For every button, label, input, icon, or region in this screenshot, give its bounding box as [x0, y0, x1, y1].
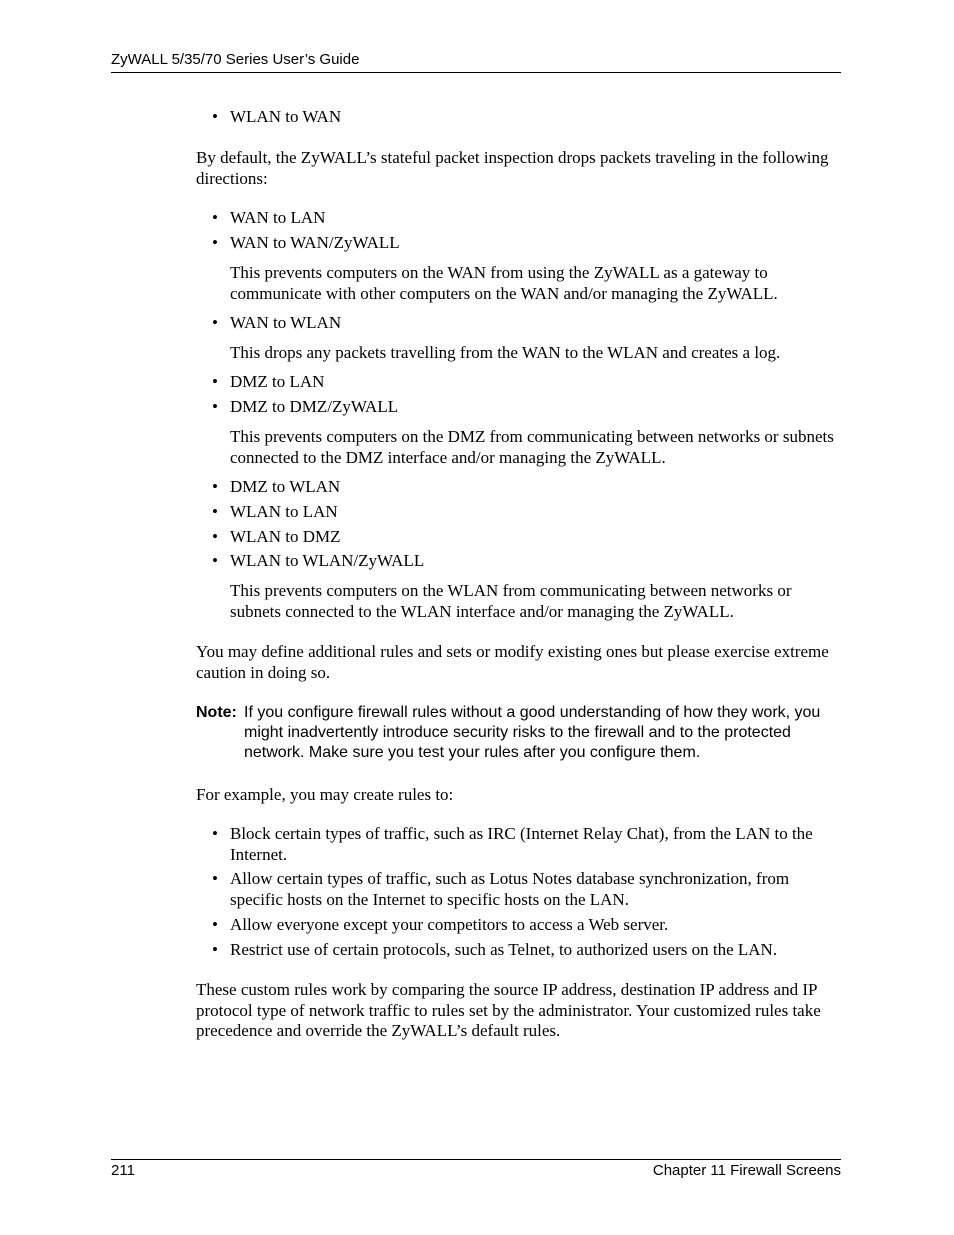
paragraph-additional-rules: You may define additional rules and sets or modify existing ones but please exercise extreme caution in doing so. — [196, 642, 829, 682]
bullet: • — [212, 107, 218, 126]
bullet: • — [212, 502, 218, 521]
bullet: • — [212, 372, 218, 391]
bullet: • — [212, 915, 218, 934]
item-description: This drops any packets travelling from the WAN to the WLAN and creates a log. — [230, 343, 781, 362]
bullet: • — [212, 397, 218, 416]
footer-rule — [111, 1159, 841, 1160]
note-label: Note: — [196, 704, 237, 721]
item-description: This prevents computers on the WLAN from communicating between networks or subnets connected to the WLAN interface and/or managing the ZyWALL. — [230, 581, 792, 621]
paragraph-custom-rules: These custom rules work by comparing the source IP address, destination IP address and IP protocol type of network traffic to rules set by the administrator. Your customized rules take precedence and override the ZyWALL’s default rules. — [196, 980, 821, 1040]
item-description: This prevents computers on the DMZ from communicating between networks or subnets connected to the DMZ interface and/or managing the ZyWALL. — [230, 427, 834, 467]
chapter-title: Chapter 11 Firewall Screens — [652, 1162, 841, 1179]
item-description: This prevents computers on the WAN from using the ZyWALL as a gateway to communicate with other computers on the WAN and/or managing the ZyWALL. — [230, 263, 778, 303]
bullet: • — [212, 940, 218, 959]
bullet: • — [212, 208, 218, 227]
paragraph-example: For example, you may create rules to: — [196, 785, 454, 804]
page-number: 211 — [111, 1162, 135, 1179]
bullet: • — [212, 233, 218, 252]
bullet: • — [212, 551, 218, 570]
bullet: • — [212, 527, 218, 546]
bullet: • — [212, 477, 218, 496]
note-text: If you configure firewall rules without a good understanding of how they work, you might inadvertently introduce security risks to the firewall and to the protected network. Make sure you test your rules after you configure them. — [244, 704, 821, 761]
header-rule — [111, 72, 841, 73]
bullet: • — [212, 824, 218, 843]
paragraph-intro: By default, the ZyWALL’s stateful packet inspection drops packets traveling in the following directions: — [196, 148, 829, 188]
bullet: • — [212, 869, 218, 888]
bullet: • — [212, 313, 218, 332]
running-header: ZyWALL 5/35/70 Series User’s Guide — [111, 51, 360, 68]
